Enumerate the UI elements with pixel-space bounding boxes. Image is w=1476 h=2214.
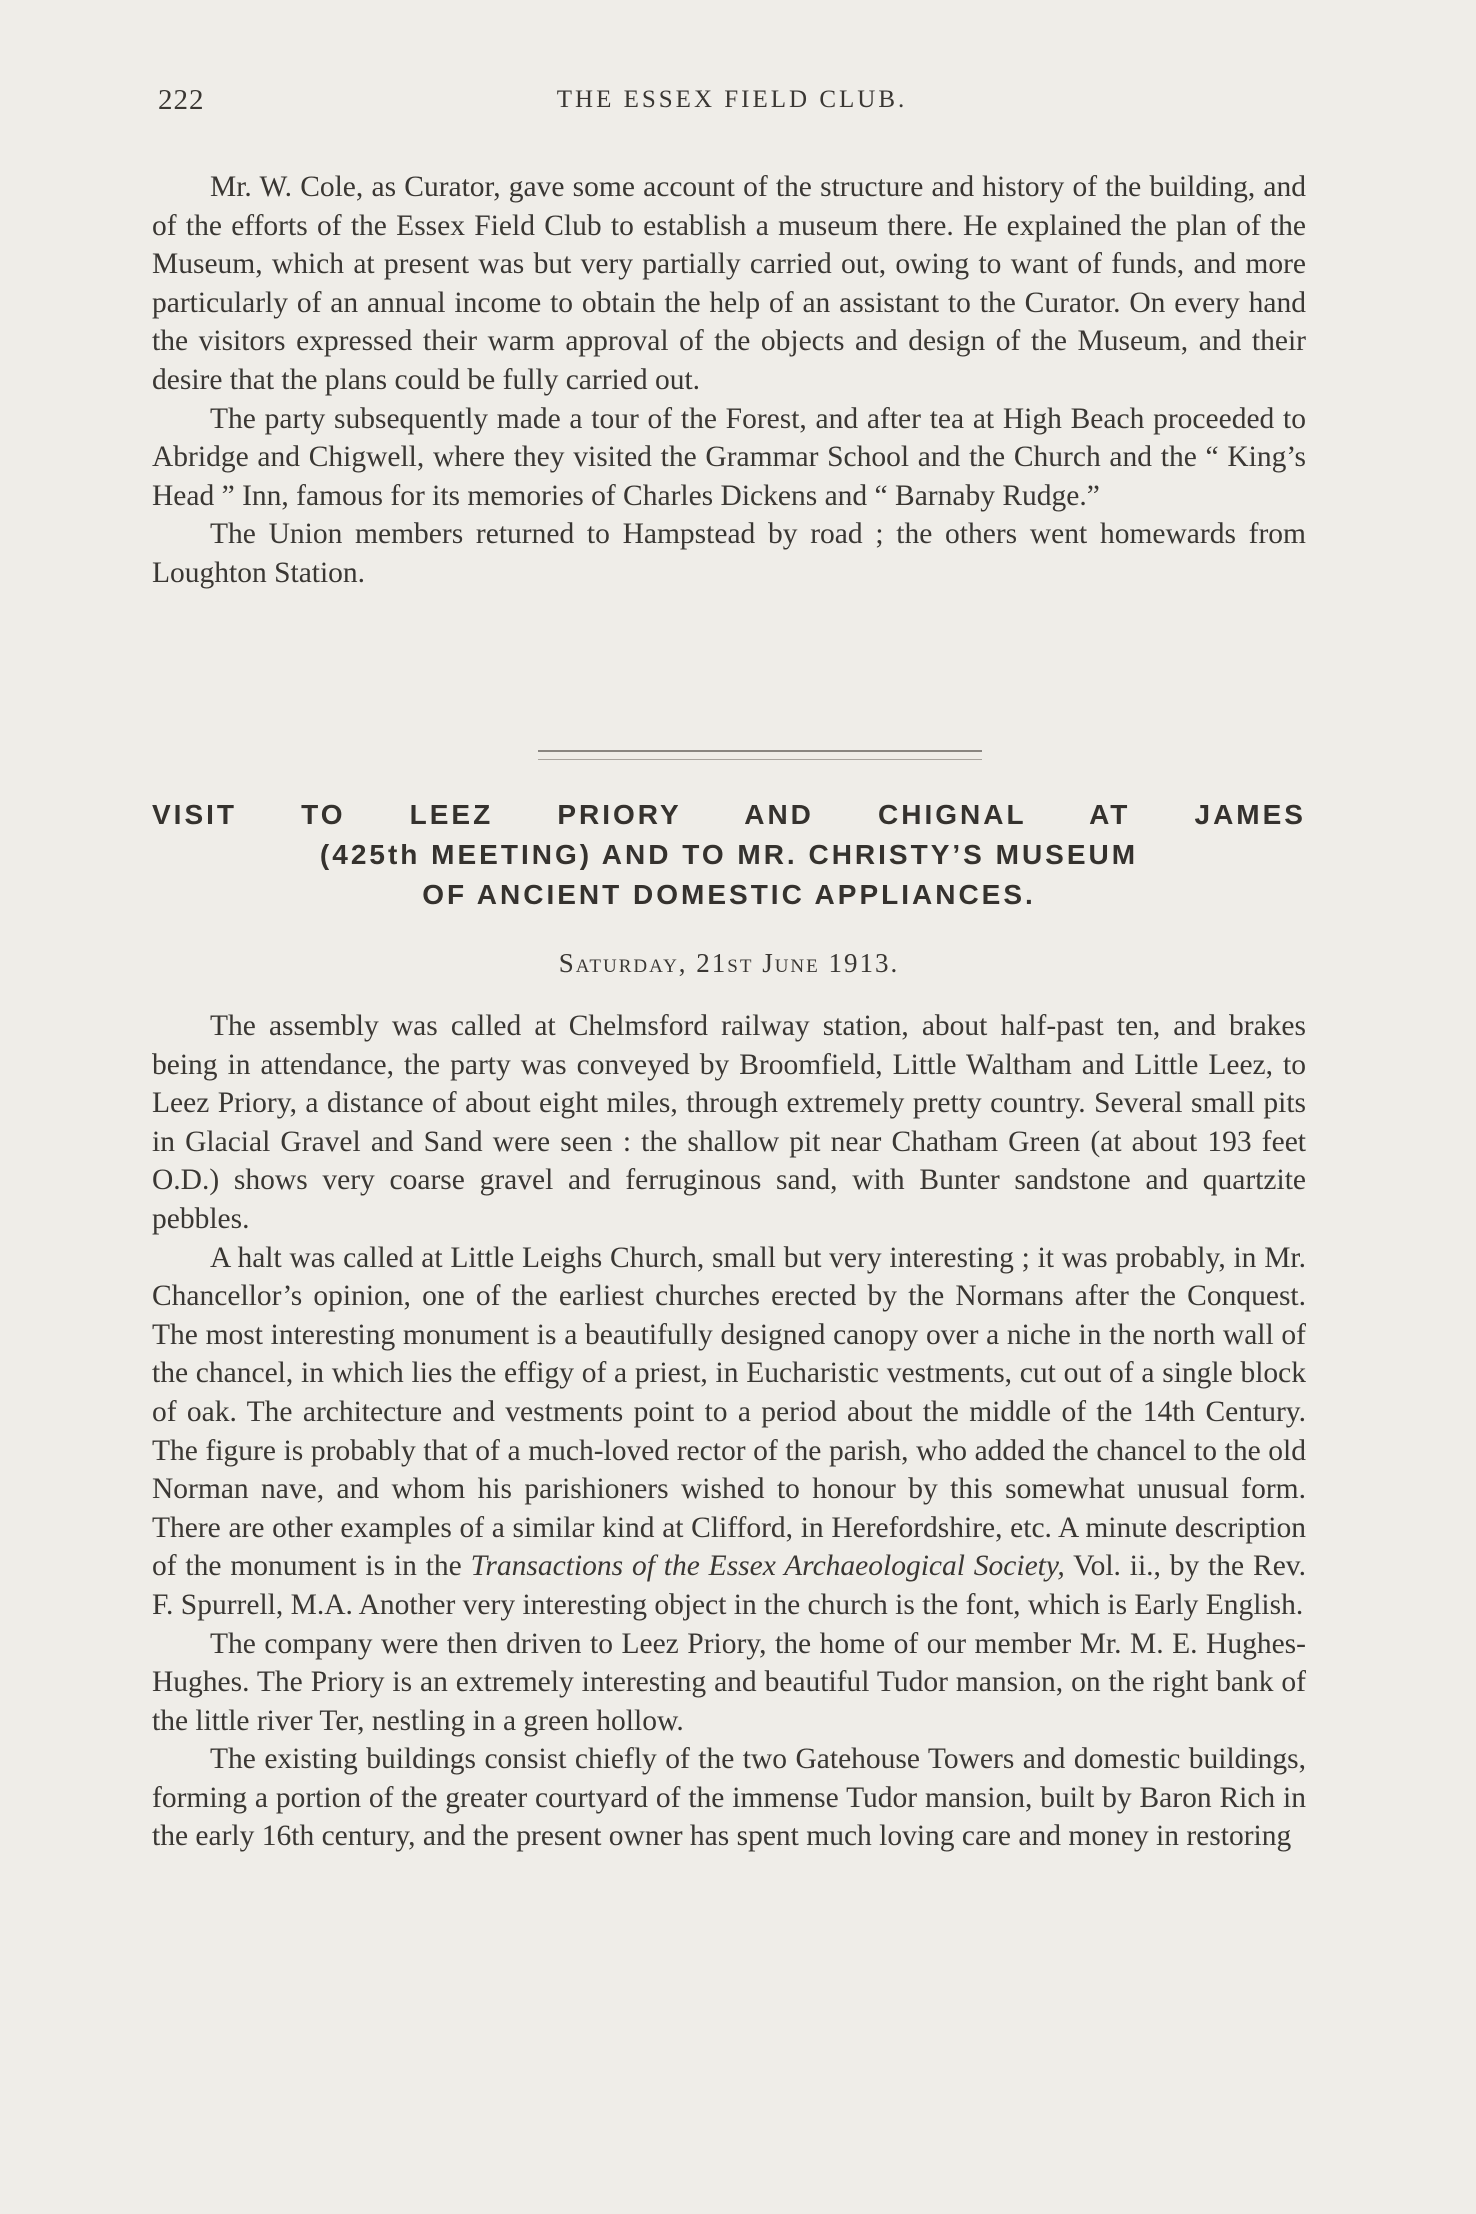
previous-meeting-section: [152, 168, 1306, 593]
paragraph-text: Vol. ii., by the Rev. F. Spurrell, M.A. Another very interesting object in the church is the font, which is Early English.: [152, 1550, 1306, 1621]
heading-line-2: (425th MEETING) AND TO MR. CHRISTY’S MUSEUM: [319, 839, 1139, 870]
paragraph-text: A halt was called at Little Leighs Church, small but very interesting ; it was probably, in Mr. Chancellor’s opinion, one of the earliest churches erected by the Normans after the Conquest. The most interesting monument is a beautifully designed canopy over a niche in the north wall of the chancel, in which lies the effigy of a priest, in Eucharistic vestments, cut out of a single block of oak. The architecture and vestments point to a period about the middle of the 14th Century. The figure is probably that of a much-loved rector of the parish, who added the chancel to the old Norman nave, and whom his parishioners wished to honour by this somewhat unusual form. There are other examples of a similar kind at Clifford, in Herefordshire, etc. A minute description of the monument is in the: [152, 1241, 1306, 1583]
paragraph: The party subsequently made a tour of the Forest, and after tea at High Beach proceeded to Abridge and Chigwell, where they visited the Grammar School and the Church and the “ King’s Head ” Inn, famous for its memories of Charles Dickens and “ Barnaby Rudge.”: [152, 402, 1306, 512]
running-head: THE ESSEX FIELD CLUB.: [556, 86, 908, 113]
paragraph: The existing buildings consist chiefly of the two Gatehouse Towers and domestic buildings, forming a portion of the greater courtyard of the immense Tudor mansion, built by Baron Rich in the early 16th century, and the present owner has spent much loving care and money in restoring: [152, 1743, 1306, 1853]
page-number: 222: [158, 84, 205, 116]
paragraph: The assembly was called at Chelmsford railway station, about half-past ten, and brakes being in attendance, the party was conveyed by Broomfield, Little Waltham and Little Leez, to Leez Priory, a distance of about eight miles, through extremely pretty country. Several small pits in Glacial Gravel and Sand were seen : the shallow pit near Chatham Green (at about 193 feet O.D.) shows very coarse gravel and ferruginous sand, with Bunter sandstone and quartzite pebbles.: [152, 1010, 1306, 1235]
paragraph: The company were then driven to Leez Priory, the home of our member Mr. M. E. Hughes-Hughes. The Priory is an extremely interesting and beautiful Tudor mansion, on the right bank of the little river Ter, nestling in a green hollow.: [152, 1627, 1306, 1737]
heading-line-3: OF ANCIENT DOMESTIC APPLIANCES.: [422, 879, 1036, 910]
section-heading: [152, 795, 1306, 915]
heading-line-1: VISIT TO LEEZ PRIORY AND CHIGNAL AT JAMES: [152, 799, 1306, 830]
paragraph: [152, 1239, 1306, 1625]
page-header: [158, 84, 1306, 124]
meeting-date: Saturday, 21st June 1913.: [558, 948, 900, 978]
paragraph: Mr. W. Cole, as Curator, gave some account of the structure and history of the building, and of the efforts of the Essex Field Club to establish a museum there. He explained the plan of the Museum, which at present was but very partially carried out, owing to want of funds, and more particularly of an annual income to obtain the help of an assistant to the Curator. On every hand the visitors expressed their warm approval of the objects and design of the Museum, and their desire that the plans could be fully carried out.: [152, 171, 1306, 396]
journal-title: Transactions of the Essex Archaeological Society,: [470, 1550, 1065, 1583]
section-divider: [538, 750, 982, 760]
paragraph: The Union members returned to Hampstead by road ; the others went homewards from Loughton Station.: [152, 518, 1306, 589]
leez-priory-section: [152, 1007, 1306, 1856]
